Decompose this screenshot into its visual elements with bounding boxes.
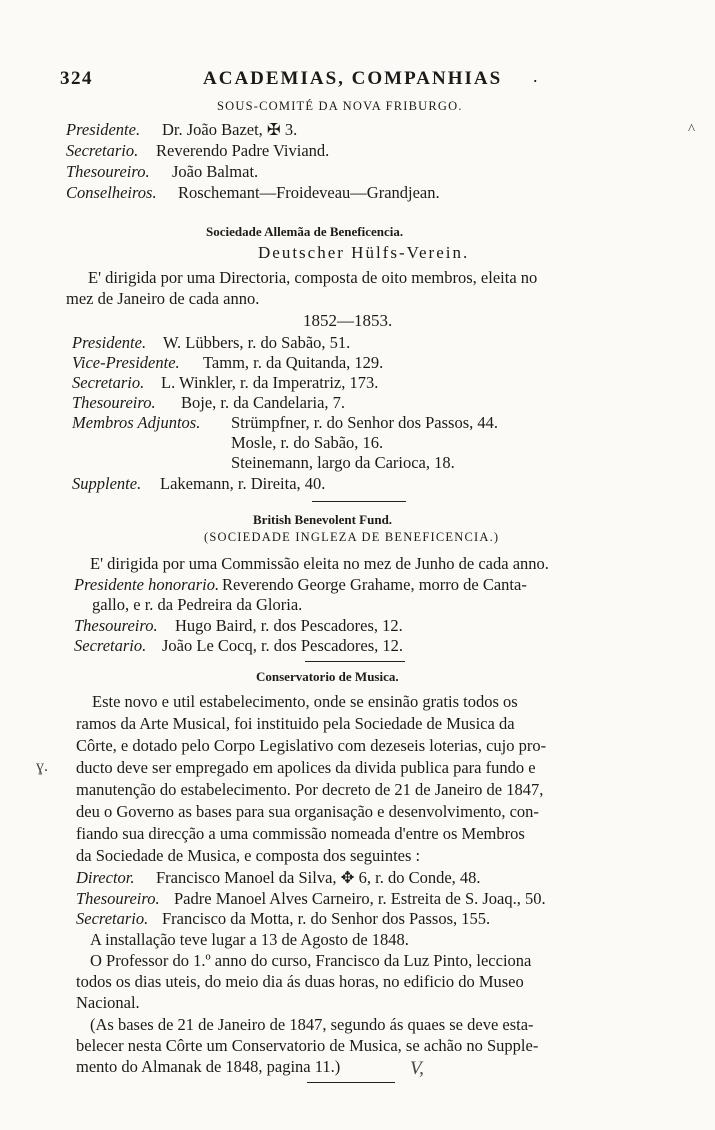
role-label: Thesoureiro. xyxy=(72,393,156,412)
page-number: 324 xyxy=(60,68,93,89)
role-label: Vice-Presidente. xyxy=(72,353,180,372)
role-text: gallo, e r. da Pedreira da Gloria. xyxy=(92,595,303,614)
conservatorio-text: ramos da Arte Musical, foi instituido pela Sociedade de Musica da xyxy=(76,714,515,733)
role-label: Presidente honorario. xyxy=(74,575,220,594)
conservatorio-text: Nacional. xyxy=(76,993,140,1012)
role-text: Reverendo George Grahame, morro de Canta- xyxy=(222,575,527,594)
running-head: ACADEMIAS, COMPANHIAS xyxy=(203,68,503,89)
section-divider xyxy=(307,1082,395,1083)
conservatorio-text: ducto deve ser empregado em apolices da divida publica para fundo e xyxy=(76,758,536,777)
role-label: Director. xyxy=(76,868,135,887)
british-heading: British Benevolent Fund. xyxy=(253,512,393,527)
margin-mark-top: ^ xyxy=(688,122,696,138)
conservatorio-text: Côrte, e dotado pelo Corpo Legislativo com dezeseis loterias, cujo pro- xyxy=(76,736,547,755)
conservatorio-note: (As bases de 21 de Janeiro de 1847, segundo ás quaes se deve esta- xyxy=(90,1015,534,1034)
header-mark: . xyxy=(533,66,538,86)
role-text: Padre Manoel Alves Carneiro, r. Estreita de S. Joaq., 50. xyxy=(174,889,546,908)
role-text: Strümpfner, r. do Senhor dos Passos, 44. xyxy=(231,413,499,432)
conservatorio-text: todos os dias uteis, do meio dia ás duas horas, no edificio do Museo xyxy=(76,972,524,991)
role-label: Secretario. xyxy=(72,373,145,392)
conservatorio-text: da Sociedade de Musica, e composta dos seguintes : xyxy=(76,846,421,865)
conservatorio-text: O Professor do 1.º anno do curso, Francisco da Luz Pinto, lecciona xyxy=(90,951,532,970)
conservatorio-text: fiando sua direcção a uma commissão nomeada d'entre os Membros xyxy=(76,824,525,843)
role-text: João Balmat. xyxy=(172,162,259,181)
role-text: Roschemant—Froideveau—Grandjean. xyxy=(178,183,440,202)
role-label: Supplente. xyxy=(72,474,142,493)
sous-comite-heading: SOUS-COMITÉ DA NOVA FRIBURGO. xyxy=(217,99,463,113)
role-label: Membros Adjuntos. xyxy=(72,413,201,432)
role-label: Conselheiros. xyxy=(66,183,157,202)
role-label: Secretario. xyxy=(74,636,147,655)
role-label: Secretario. xyxy=(76,909,149,928)
conservatorio-text: deu o Governo as bases para sua organisação e desenvolvimento, con- xyxy=(76,802,539,821)
allema-intro: E' dirigida por uma Directoria, composta de oito membros, eleita no xyxy=(88,268,538,287)
role-label: Thesoureiro. xyxy=(66,162,150,181)
allema-intro: mez de Janeiro de cada anno. xyxy=(66,289,260,308)
role-text: Hugo Baird, r. dos Pescadores, 12. xyxy=(175,616,403,635)
margin-mark-left: ɣ. xyxy=(36,758,48,775)
conservatorio-note: belecer nesta Côrte um Conservatorio de Musica, se achão no Supple- xyxy=(76,1036,539,1055)
role-text: Lakemann, r. Direita, 40. xyxy=(160,474,326,493)
section-divider xyxy=(312,501,406,502)
role-label: Thesoureiro. xyxy=(76,889,160,908)
handwritten-mark: V, xyxy=(410,1058,424,1079)
role-label: Presidente. xyxy=(72,333,147,352)
role-label: Secretario. xyxy=(66,141,139,160)
conservatorio-text: manutenção do estabelecimento. Por decreto de 21 de Janeiro de 1847, xyxy=(76,780,544,799)
conservatorio-heading: Conservatorio de Musica. xyxy=(256,669,399,684)
role-label: Thesoureiro. xyxy=(74,616,158,635)
british-intro: E' dirigida por uma Commissão eleita no mez de Junho de cada anno. xyxy=(90,554,549,573)
role-text: Francisco Manoel da Silva, ✥ 6, r. do Conde, 48. xyxy=(156,868,481,887)
allema-heading: Sociedade Allemãa de Beneficencia. xyxy=(206,224,404,239)
conservatorio-note: mento do Almanak de 1848, pagina 11.) xyxy=(76,1057,341,1076)
allema-years: 1852—1853. xyxy=(303,311,393,330)
role-text: L. Winkler, r. da Imperatriz, 173. xyxy=(161,373,379,392)
role-text: Tamm, r. da Quitanda, 129. xyxy=(203,353,384,372)
role-text: João Le Cocq, r. dos Pescadores, 12. xyxy=(162,636,404,655)
role-text: Mosle, r. do Sabão, 16. xyxy=(231,433,384,452)
role-text: Steinemann, largo da Carioca, 18. xyxy=(231,453,455,472)
allema-subheading: Deutscher Hülfs-Verein. xyxy=(258,243,470,262)
role-text: Francisco da Motta, r. do Senhor dos Passos, 155. xyxy=(162,909,491,928)
role-text: Boje, r. da Candelaria, 7. xyxy=(181,393,346,412)
role-text: W. Lübbers, r. do Sabão, 51. xyxy=(163,333,351,352)
conservatorio-text: A installação teve lugar a 13 de Agosto de 1848. xyxy=(90,930,409,949)
role-label: Presidente. xyxy=(66,120,141,139)
british-subheading: (SOCIEDADE INGLEZA DE BENEFICENCIA.) xyxy=(204,530,500,544)
role-text: Dr. João Bazet, ✠ 3. xyxy=(162,120,298,139)
conservatorio-text: Este novo e util estabelecimento, onde se ensinão gratis todos os xyxy=(92,692,518,711)
role-text: Reverendo Padre Viviand. xyxy=(156,141,330,160)
section-divider xyxy=(305,661,405,662)
